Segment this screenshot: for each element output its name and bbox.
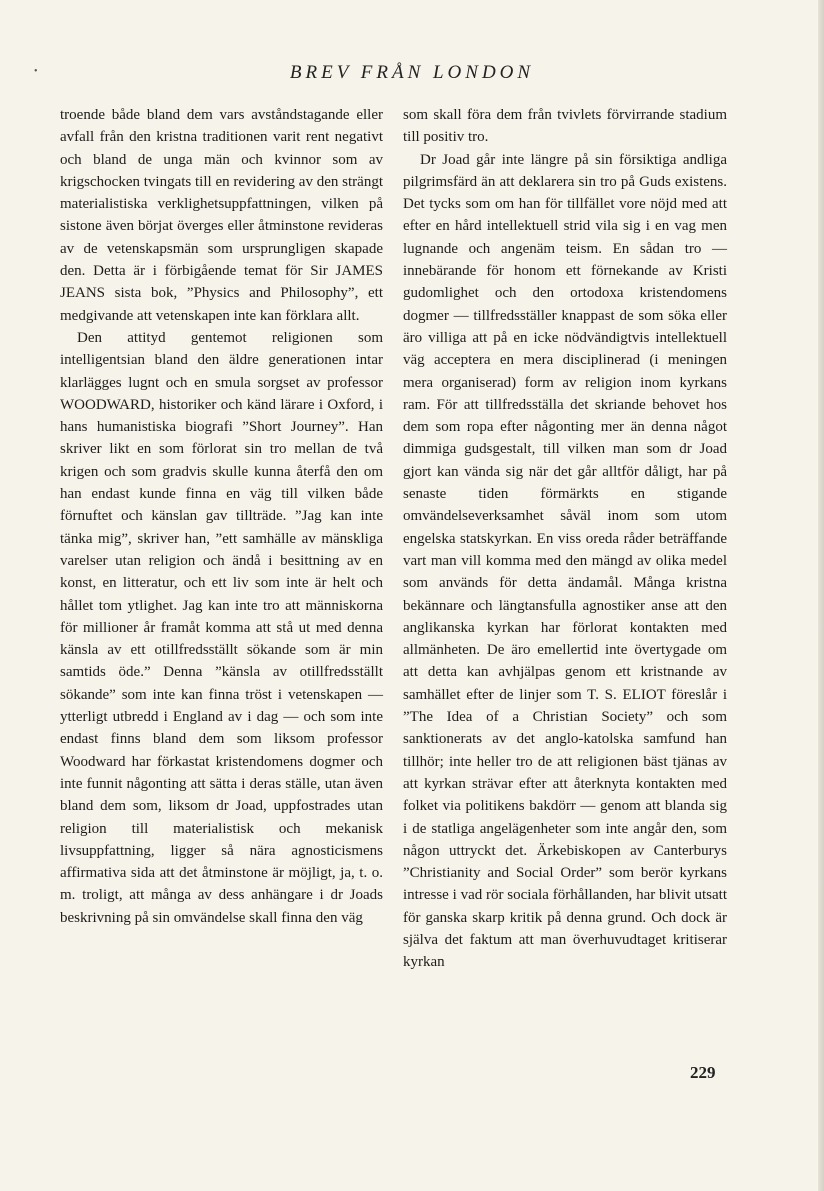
page-edge: [818, 0, 824, 1191]
paragraph: Den attityd gentemot religionen som intelligentsian bland den äldre generationen intar klarlägges lugnt och en smula sorgset av professor WOODWARD, historiker och känd lärare i Oxford, i hans humanistiska biografi ”Short Journey”. Han skriver likt en som förlorat sin tro mellan de två krigen och som gradvis skulle kunna återfå den om han endast kunde finna en väg till vilken både förnuftet och känslan gav tillträde. ”Jag kan inte tänka mig”, skriver han, ”ett samhälle av mänskliga varelser utan religion och ändå i besittning av en konst, en litteratur, och ett liv som inte är helt och hållet tom ytlighet. Jag kan inte tro att människorna för millioner år framåt komma att stå ut med denna känsla av ett otillfredsställt sökande som är min samtids öde.” Denna ”känsla av otillfredsställt sökande” som inte kan finna tröst i vetenskapen — ytterligt utbredd i England av i dag — och som inte endast finns bland dem som liksom professor Woodward har förkastat kristendomens dogmer och inte funnit någonting att sätta i deras ställe, utan även bland dem som, liksom dr Joad, uppfostrades utan religion till materialistisk och mekanisk livsuppfattning, ligger så nära agnosticismens affirmativa sida att det åtminstone är möjligt, ja, t. o. m. troligt, att många av dess anhängare i dr Joads beskrivning på sin omvändelse skall finna den väg: [60, 329, 383, 926]
right-column: [403, 104, 727, 974]
paragraph: Dr Joad går inte längre på sin försiktiga andliga pilgrimsfärd än att deklarera sin tro på Guds existens. Det tycks som om han för tillfället vore nöjd med att efter en hård intellektuell strid vila sig i en vag men lugnande och angenäm teism. En sådan tro — innebärande för honom ett förnekande av Kristi gudomlighet och den ortodoxa kristendomens dogmer — tillfredsställer knappast de som söka eller äro villiga att på en icke nödvändigtvis intellektuell väg acceptera en mera disciplinerad (i meningen mera organiserad) form av religion inom kyrkans ram. För att tillfredsställa det skriande behovet hos dem som ropa efter någonting mer än denna något dimmiga gudsgestalt, till vilken man som dr Joad gjort kan vända sig när det går alltför dåligt, har på senaste tiden förmärkts en stigande omvändelseverksamhet såväl inom som utom engelska statskyrkan. En viss oreda råder beträffande vart man vill komma med den mängd av olika medel som används för detta ändamål. Många kristna bekännare och längtansfulla agnostiker anse att den anglikanska kyrkan har förlorat kontakten med allmänheten. De äro emellertid inte övertygade om att detta kan avhjälpas genom ett kristnande av samhället efter de linjer som T. S. ELIOT föreslår i ”The Idea of a Christian Society” och som sanktionerats av det anglo-katolska samfund han tillhör; inte heller tro de att religionen bäst tjänas av att kyrkan strävar efter att återknyta kontakten med folket via politikens bakdörr — genom att blanda sig i de statliga angelägenheter som inte angår den, som någon uttryckt det. Ärkebiskopen av Canterburys ”Christianity and Social Order” som berör kyrkans intresse i vad rör sociala förhållanden, har blivit utsatt för ganska skarp kritik på denna grund. Och dock är själva det faktum att man överhuvudtaget kritiserar kyrkan: [403, 151, 727, 971]
page-number: 229: [690, 1063, 716, 1082]
running-head: BREV FRÅN LONDON: [289, 62, 535, 83]
left-column: [60, 104, 383, 929]
paragraph: som skall föra dem från tvivlets förvirrande stadium till positiv tro.: [403, 107, 727, 146]
paragraph: troende både bland dem vars avståndstagande eller avfall från den kristna traditionen varit rent negativt och bland de unga män och kvinnor som av krigschocken tvingats till en revidering av den strängt materialistiska verklighetsuppfattningen, vilken på sistone även börjat överges eller åtminstone revideras av de vetenskapsmän som ursprungligen skapade den. Detta är i förbigående temat för Sir JAMES JEANS sista bok, ”Physics and Philosophy”, ett medgivande att vetenskapen inte kan förklara allt.: [60, 107, 383, 324]
margin-mark: •: [34, 66, 38, 77]
